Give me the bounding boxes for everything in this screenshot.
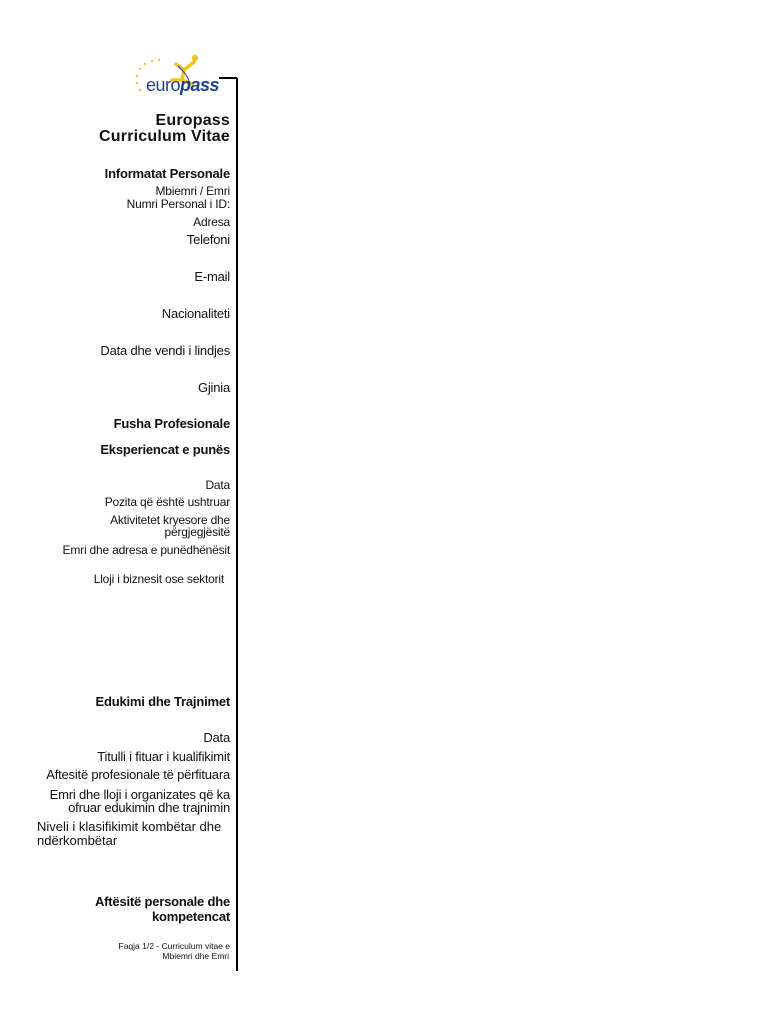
footer-page-line1: Faqja 1/2 - Curriculum vitae e (118, 941, 230, 951)
organisation-label-line1: Emri dhe lloji i organizates që ka (49, 787, 230, 802)
education-date-label: Data (203, 730, 230, 745)
personal-skills-heading-line1: Aftësitë personale dhe (94, 894, 230, 909)
address-label: Adresa (193, 215, 230, 229)
nationality-label: Nacionaliteti (161, 306, 230, 321)
experience-date-label: Data (205, 478, 230, 492)
email-label: E-mail (194, 269, 230, 284)
gender-label: Gjinia (197, 380, 230, 395)
birth-label: Data dhe vendi i lindjes (100, 343, 230, 358)
id-label: Numri Personal i ID: (126, 197, 230, 211)
cv-title-line1: Europass (155, 112, 230, 129)
position-label: Pozita që është ushtruar (104, 495, 230, 509)
acquired-skills-label: Aftesitë profesionale të përfituara (46, 767, 230, 782)
classification-level-line1: Niveli i klasifikimit kombëtar dhe (37, 819, 222, 834)
experience-heading: Eksperiencat e punës (100, 442, 230, 457)
personal-info-heading: Informatat Personale (104, 166, 230, 181)
organisation-label-line2: ofruar edukimin dhe trajnimin (68, 800, 230, 815)
column-divider (236, 78, 238, 971)
phone-label: Telefoni (186, 232, 230, 247)
europass-logo (132, 50, 228, 100)
logo-word-euro: euro (146, 75, 181, 95)
footer-page-line2: Mbiemri dhe Emri (162, 951, 229, 961)
header-tick-rule (219, 77, 237, 79)
cv-title-line2: Curriculum Vitae (99, 128, 230, 145)
qualification-label: Titulli i fituar i kualifikimit (97, 749, 230, 764)
personal-skills-heading-line2: kompetencat (152, 909, 230, 924)
activities-label-line1: Aktivitetet kryesore dhe (110, 513, 230, 527)
activities-label-line2: përgjegjësitë (164, 525, 230, 539)
classification-level-line2: ndërkombëtar (37, 833, 118, 848)
education-heading: Edukimi dhe Trajnimet (95, 694, 230, 709)
employer-label: Emri dhe adresa e punëdhënësit (62, 543, 230, 557)
logo-word-pass: pass (180, 75, 220, 95)
profession-heading: Fusha Profesionale (113, 416, 230, 431)
logo-wordmark (146, 76, 219, 94)
sector-label: Lloji i biznesit ose sektorit (93, 572, 224, 586)
name-label: Mbiemri / Emri (155, 184, 230, 198)
